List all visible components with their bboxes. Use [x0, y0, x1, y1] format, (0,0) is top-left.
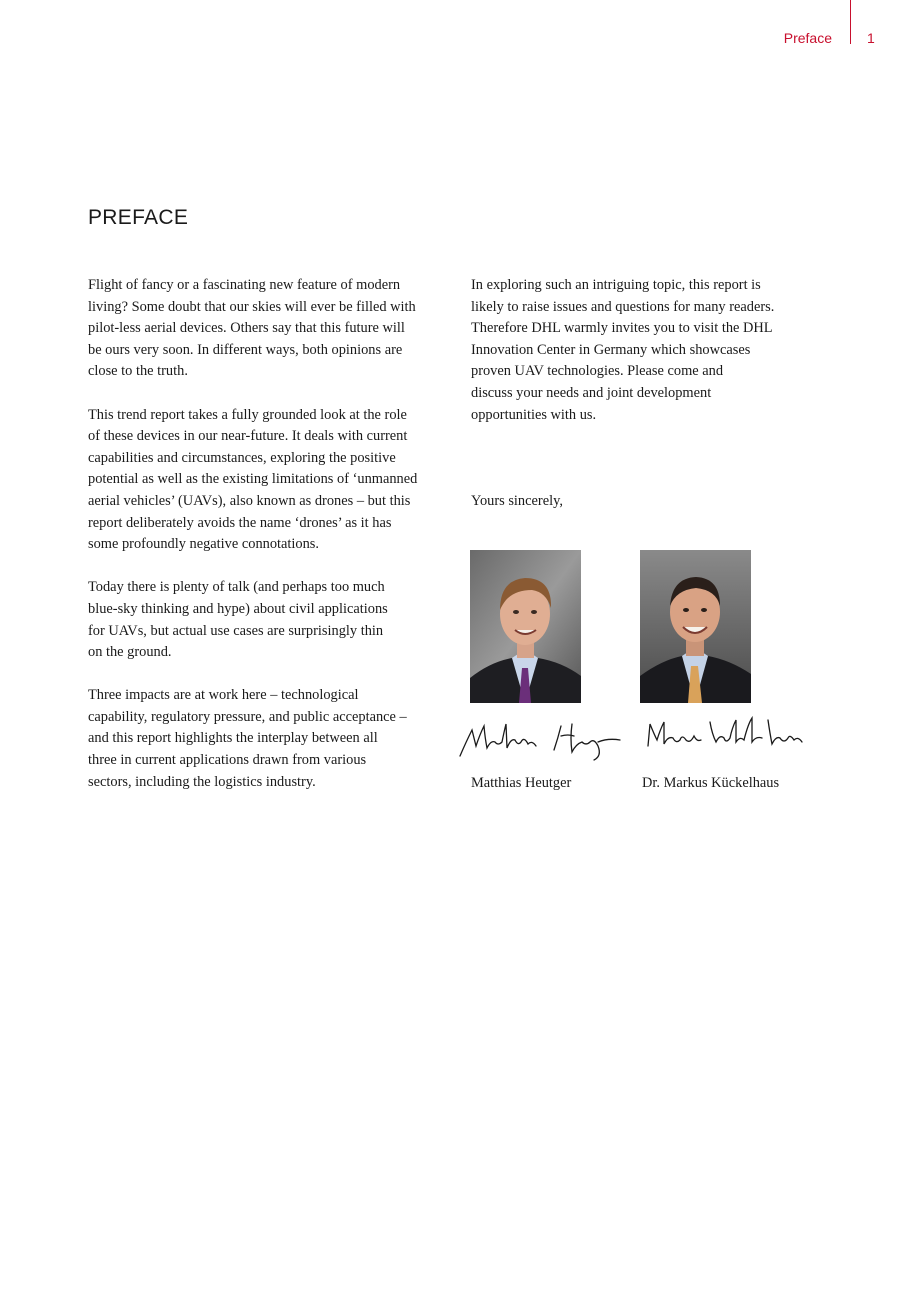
page-title: PREFACE — [88, 206, 189, 229]
header-divider — [850, 0, 851, 44]
portrait-photo-icon — [640, 550, 751, 703]
paragraph: Today there is plenty of talk (and perhaps too much blue-sky thinking and hype) about civil applications for UAVs, but actual use cases are surprisingly thin on the ground. — [88, 579, 388, 661]
handwritten-signature-icon — [458, 712, 623, 762]
signer-name: Dr. Markus Kückelhaus — [642, 775, 780, 791]
page-number: 1 — [867, 30, 875, 46]
portrait-markus-kueckelhaus — [640, 550, 751, 703]
signer-name: Matthias Heutger — [471, 775, 572, 791]
signature-matthias-heutger — [458, 712, 623, 767]
left-column — [88, 275, 444, 815]
paragraph: Three impacts are at work here – technological capability, regulatory pressure, and public acceptance – and this report highlights the interplay between all three in current applications drawn from various sectors, including the logistics industry. — [88, 687, 407, 790]
paragraph: In exploring such an intriguing topic, this report is likely to raise issues and questions for many readers. Therefore DHL warmly invites you to visit the DHL Innovation Center in Germany which showcases proven UAV technologies. Please come and discuss your needs and joint development opportunities with us. — [471, 277, 775, 423]
running-header-section: Preface — [783, 30, 832, 46]
portrait-photo-icon — [470, 550, 581, 703]
right-column — [471, 275, 811, 448]
signature-markus-kueckelhaus — [644, 712, 804, 761]
portrait-matthias-heutger — [470, 550, 581, 703]
closing-salutation: Yours sincerely, — [471, 493, 563, 509]
paragraph: Flight of fancy or a fascinating new feature of modern living? Some doubt that our skies will ever be filled with pilot-less aerial devices. Others say that this future will be ours very soon. In different ways, both opinions are close to the truth. — [88, 277, 416, 380]
paragraph: This trend report takes a fully grounded look at the role of these devices in our near-future. It deals with current capabilities and circumstances, exploring the positive potential as well as the existing limitations of ‘unmanned aerial vehicles’ (UAVs), also known as drones – but this report deliberately avoids the name ‘drones’ as it has some profoundly negative connotations. — [88, 406, 418, 553]
handwritten-signature-icon — [644, 712, 804, 756]
